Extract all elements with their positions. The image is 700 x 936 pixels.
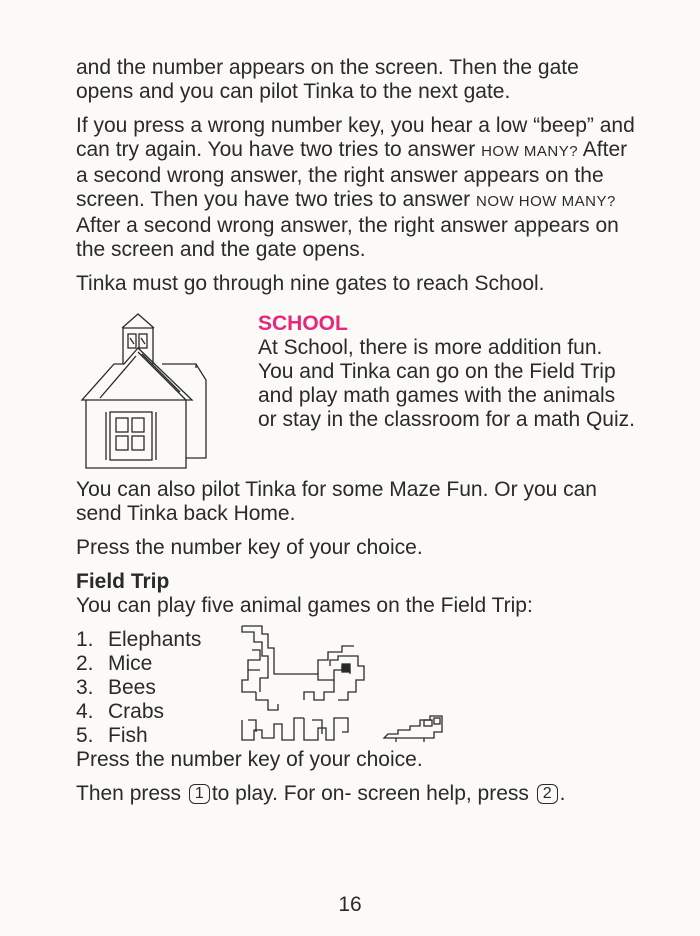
paragraph-gate: and the number appears on the screen. Then the gate opens and you can pilot Tinka to the next gate. <box>76 56 579 103</box>
list-number: 3. <box>76 676 94 699</box>
paragraph-press-choice-2: Press the number key of your choice. <box>76 748 423 771</box>
game-name: Mice <box>108 652 153 675</box>
list-number: 4. <box>76 700 94 723</box>
paragraph-play-help <box>76 782 636 806</box>
page-body <box>76 56 636 806</box>
school-body: At School, there is more addition fun. You and Tinka can go on the Field Trip and play math games with the animals or stay in the classroom for a math Quiz. <box>258 336 635 431</box>
now-how-many-label: NOW HOW MANY? <box>475 193 616 210</box>
list-number: 5. <box>76 724 94 747</box>
paragraph-wrong-key <box>76 114 636 262</box>
school-description <box>258 312 638 432</box>
list-number: 1. <box>76 628 94 651</box>
school-title: SCHOOL <box>258 312 348 335</box>
paragraph-maze-fun: You can also pilot Tinka for some Maze Fun. Or you can send Tinka back Home. <box>76 478 597 525</box>
list-item <box>76 628 201 652</box>
how-many-label: HOW MANY? <box>481 143 579 160</box>
list-item <box>76 724 201 748</box>
game-name: Bees <box>108 676 156 699</box>
paragraph-press-choice: Press the number key of your choice. <box>76 536 423 559</box>
field-trip-intro: You can play five animal games on the Field Trip: <box>76 594 533 617</box>
key-2-icon: 2 <box>537 784 558 804</box>
text-segment: . <box>559 782 566 805</box>
game-name: Elephants <box>108 628 202 651</box>
list-item <box>76 652 201 676</box>
school-section <box>76 308 636 478</box>
games-list <box>76 628 201 748</box>
list-item <box>76 676 201 700</box>
schoolhouse-icon <box>76 308 216 473</box>
list-item <box>76 700 201 724</box>
text-segment: After a second wrong answer, the right answer appears on the screen and the gate opens. <box>76 214 619 261</box>
text-segment: Then press <box>76 782 182 805</box>
paragraph-nine-gates: Tinka must go through nine gates to reach School. <box>76 272 545 295</box>
list-number: 2. <box>76 652 94 675</box>
field-trip-heading: Field Trip <box>76 570 170 593</box>
maze-dog-icon <box>238 620 458 750</box>
text-segment: If you press a wrong number key, you hear a low “beep” and can try again. You have two tries to answer <box>76 114 635 161</box>
text-segment: After a second wrong answer, the right answer appears on the screen. Then you have two tries to answer <box>76 138 628 211</box>
text-segment: to play. For on- screen help, press <box>211 782 529 805</box>
game-name: Fish <box>108 724 148 747</box>
key-1-icon: 1 <box>189 784 210 804</box>
game-name: Crabs <box>108 700 165 723</box>
field-trip-games <box>76 628 636 748</box>
page-number: 16 <box>338 893 362 916</box>
